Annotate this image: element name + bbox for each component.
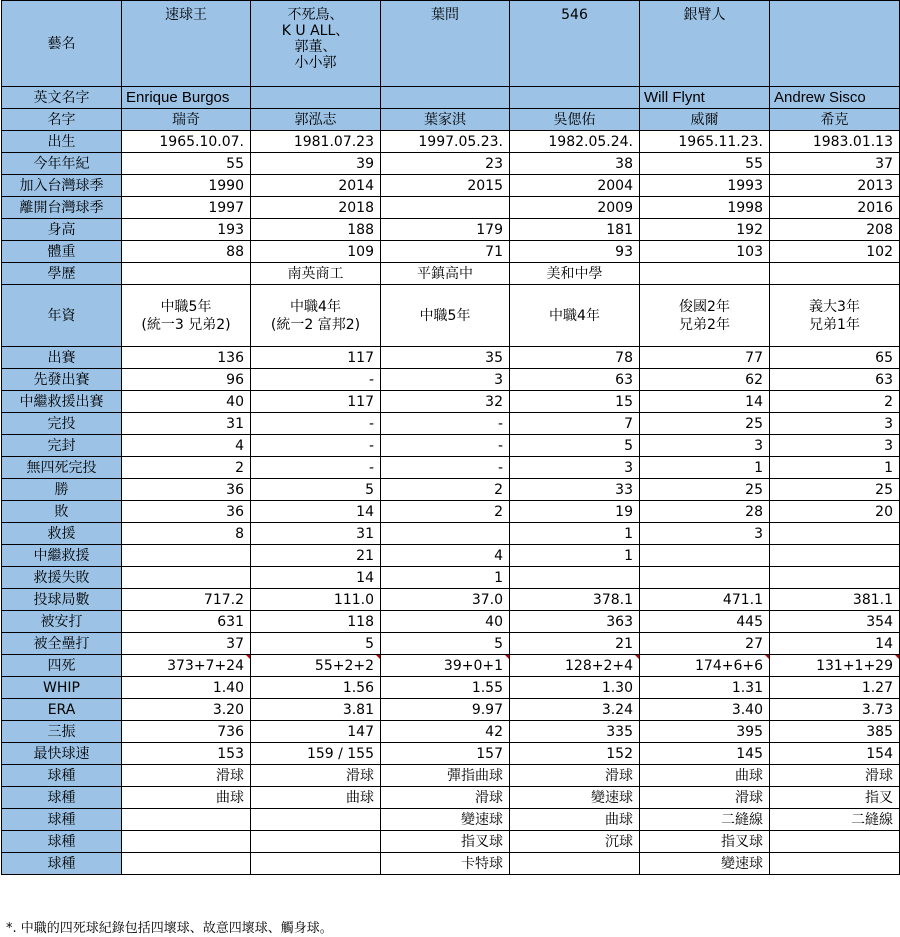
data-cell: 2 — [381, 479, 510, 501]
pitch-cell — [251, 853, 381, 875]
tenure-cell: 俊國2年 兄弟2年 — [640, 285, 770, 347]
table-row — [2, 479, 900, 501]
row-label: 中繼救援出賽 — [2, 391, 122, 413]
data-cell: 159 / 155 — [251, 743, 381, 765]
data-cell: 2014 — [251, 175, 381, 197]
data-cell: 21 — [251, 545, 381, 567]
table-row — [2, 241, 900, 263]
data-cell: 1998 — [640, 197, 770, 219]
walks-row — [2, 655, 900, 677]
data-cell: 36 — [122, 501, 251, 523]
data-cell: 37 — [770, 153, 900, 175]
data-cell: 19 — [510, 501, 640, 523]
data-cell: 14 — [640, 391, 770, 413]
pitch-cell: 滑球 — [251, 765, 381, 787]
education-cell: 平鎮高中 — [381, 263, 510, 285]
tenure-cell: 中職4年 (統一2 富邦2) — [251, 285, 381, 347]
row-label: 出生 — [2, 131, 122, 153]
table-body — [2, 1, 900, 875]
row-label: 敗 — [2, 501, 122, 523]
stage-name-cell: 546 — [510, 1, 640, 87]
pitch-cell: 卡特球 — [381, 853, 510, 875]
data-cell: 1983.01.13 — [770, 131, 900, 153]
row-label-pitch-type: 球種 — [2, 787, 122, 809]
name-cell: 希克 — [770, 109, 900, 131]
stage-name-cell: 速球王 — [122, 1, 251, 87]
walks-cell: 128+2+4 — [510, 655, 640, 677]
data-cell: 36 — [122, 479, 251, 501]
row-label: 體重 — [2, 241, 122, 263]
table-row — [2, 611, 900, 633]
data-cell: - — [251, 435, 381, 457]
data-cell: 2018 — [251, 197, 381, 219]
tenure-cell: 中職4年 — [510, 285, 640, 347]
data-cell: 25 — [640, 413, 770, 435]
row-label: 身高 — [2, 219, 122, 241]
table-row — [2, 175, 900, 197]
data-cell: 1.55 — [381, 677, 510, 699]
data-cell: 55 — [640, 153, 770, 175]
data-cell: 7 — [510, 413, 640, 435]
data-cell: 378.1 — [510, 589, 640, 611]
row-label: 救援失敗 — [2, 567, 122, 589]
data-cell: 88 — [122, 241, 251, 263]
data-cell: 1.56 — [251, 677, 381, 699]
row-label: 無四死完投 — [2, 457, 122, 479]
table-row — [2, 633, 900, 655]
row-label: 加入台灣球季 — [2, 175, 122, 197]
data-cell: 8 — [122, 523, 251, 545]
data-cell: 385 — [770, 721, 900, 743]
data-cell: 37 — [122, 633, 251, 655]
tenure-cell: 義大3年 兄弟1年 — [770, 285, 900, 347]
name-cell: 葉家淇 — [381, 109, 510, 131]
data-cell: 14 — [770, 633, 900, 655]
data-cell: 157 — [381, 743, 510, 765]
data-cell: 1997.05.23. — [381, 131, 510, 153]
data-cell: 1.40 — [122, 677, 251, 699]
pitch-cell: 變速球 — [510, 787, 640, 809]
data-cell: 1 — [510, 545, 640, 567]
name-cell: 吳偲佑 — [510, 109, 640, 131]
data-cell: 102 — [770, 241, 900, 263]
data-cell — [640, 567, 770, 589]
data-cell: - — [381, 435, 510, 457]
data-cell: 1 — [770, 457, 900, 479]
data-cell: 109 — [251, 241, 381, 263]
data-cell: 3 — [381, 369, 510, 391]
walks-cell: 174+6+6 — [640, 655, 770, 677]
row-label: 被全壘打 — [2, 633, 122, 655]
data-cell: 1.27 — [770, 677, 900, 699]
walks-cell: 55+2+2 — [251, 655, 381, 677]
pitch-cell: 曲球 — [510, 809, 640, 831]
data-cell: 1965.10.07. — [122, 131, 251, 153]
tenure-row — [2, 285, 900, 347]
table-row — [2, 743, 900, 765]
row-label: 先發出賽 — [2, 369, 122, 391]
data-cell: - — [251, 413, 381, 435]
data-cell: 23 — [381, 153, 510, 175]
data-cell: 445 — [640, 611, 770, 633]
data-cell — [381, 197, 510, 219]
education-cell: 美和中學 — [510, 263, 640, 285]
data-cell — [381, 523, 510, 545]
data-cell: 3.81 — [251, 699, 381, 721]
pitch-cell — [251, 831, 381, 853]
data-cell: 63 — [510, 369, 640, 391]
data-cell: 3 — [640, 523, 770, 545]
pitch-cell — [251, 809, 381, 831]
row-label: 中繼救援 — [2, 545, 122, 567]
table-row — [2, 391, 900, 413]
pitch-cell: 曲球 — [251, 787, 381, 809]
data-cell: 1 — [640, 457, 770, 479]
data-cell: 1997 — [122, 197, 251, 219]
row-label: 完投 — [2, 413, 122, 435]
data-cell — [122, 545, 251, 567]
row-label: 三振 — [2, 721, 122, 743]
data-cell: 188 — [251, 219, 381, 241]
row-label: 出賽 — [2, 347, 122, 369]
row-label: 今年年紀 — [2, 153, 122, 175]
pitch-cell — [770, 831, 900, 853]
data-cell: 631 — [122, 611, 251, 633]
data-cell: - — [251, 457, 381, 479]
data-cell: 111.0 — [251, 589, 381, 611]
player-stats-table — [1, 0, 900, 875]
education-row — [2, 263, 900, 285]
table-row — [2, 413, 900, 435]
data-cell: 3 — [770, 435, 900, 457]
data-cell: 1990 — [122, 175, 251, 197]
pitch-cell: 二縫線 — [770, 809, 900, 831]
data-cell: 2004 — [510, 175, 640, 197]
data-cell: 1982.05.24. — [510, 131, 640, 153]
pitch-cell: 指叉球 — [640, 831, 770, 853]
data-cell: 3.40 — [640, 699, 770, 721]
data-cell: 363 — [510, 611, 640, 633]
data-cell: 96 — [122, 369, 251, 391]
tenure-cell: 中職5年 — [381, 285, 510, 347]
stage-name-cell — [770, 1, 900, 87]
education-cell — [640, 263, 770, 285]
data-cell: 5 — [510, 435, 640, 457]
header-row — [2, 1, 900, 87]
footnote: *. 中職的四死球紀錄包括四壞球、故意四壞球、觸身球。 — [6, 921, 333, 936]
data-cell: 62 — [640, 369, 770, 391]
data-cell: 1 — [381, 567, 510, 589]
data-cell: 395 — [640, 721, 770, 743]
data-cell: 31 — [251, 523, 381, 545]
data-cell: 1.31 — [640, 677, 770, 699]
row-label: 完封 — [2, 435, 122, 457]
walks-cell: 131+1+29 — [770, 655, 900, 677]
pitch-row — [2, 765, 900, 787]
education-cell — [122, 263, 251, 285]
row-label: 最快球速 — [2, 743, 122, 765]
data-cell: 20 — [770, 501, 900, 523]
data-cell: 3 — [640, 435, 770, 457]
data-cell: 77 — [640, 347, 770, 369]
pitch-cell: 滑球 — [510, 765, 640, 787]
data-cell: 28 — [640, 501, 770, 523]
data-cell: 2015 — [381, 175, 510, 197]
data-cell: 152 — [510, 743, 640, 765]
row-label: WHIP — [2, 677, 122, 699]
data-cell: 136 — [122, 347, 251, 369]
row-label-pitch-type: 球種 — [2, 809, 122, 831]
table-row — [2, 131, 900, 153]
tenure-cell: 中職5年 (統一3 兄弟2) — [122, 285, 251, 347]
table-row — [2, 677, 900, 699]
pitch-cell: 曲球 — [122, 787, 251, 809]
data-cell: 117 — [251, 391, 381, 413]
row-label-walks: 四死 — [2, 655, 122, 677]
row-label: 被安打 — [2, 611, 122, 633]
pitch-cell: 滑球 — [770, 765, 900, 787]
data-cell: 181 — [510, 219, 640, 241]
row-label-tenure: 年資 — [2, 285, 122, 347]
name-cell: 威爾 — [640, 109, 770, 131]
pitch-row — [2, 809, 900, 831]
english-name-cell: Andrew Sisco — [770, 87, 900, 109]
pitch-cell: 沉球 — [510, 831, 640, 853]
pitch-cell: 二縫線 — [640, 809, 770, 831]
data-cell: 15 — [510, 391, 640, 413]
data-cell: 154 — [770, 743, 900, 765]
data-cell: - — [381, 413, 510, 435]
data-cell: 4 — [381, 545, 510, 567]
data-cell: 9.97 — [381, 699, 510, 721]
row-label: ERA — [2, 699, 122, 721]
data-cell: 39 — [251, 153, 381, 175]
pitch-cell: 指叉 — [770, 787, 900, 809]
data-cell: 2 — [770, 391, 900, 413]
pitch-cell: 彈指曲球 — [381, 765, 510, 787]
data-cell: 1 — [510, 523, 640, 545]
pitch-row — [2, 831, 900, 853]
row-label-pitch-type: 球種 — [2, 765, 122, 787]
data-cell: 179 — [381, 219, 510, 241]
data-cell: 335 — [510, 721, 640, 743]
data-cell: 25 — [770, 479, 900, 501]
english-name-cell: Will Flynt — [640, 87, 770, 109]
data-cell: 21 — [510, 633, 640, 655]
pitch-cell — [770, 853, 900, 875]
education-cell — [770, 263, 900, 285]
row-label-english-name: 英文名字 — [2, 87, 122, 109]
data-cell: 147 — [251, 721, 381, 743]
data-cell: 2009 — [510, 197, 640, 219]
english-name-cell — [510, 87, 640, 109]
data-cell: 2 — [381, 501, 510, 523]
data-cell: 3 — [510, 457, 640, 479]
data-cell: 208 — [770, 219, 900, 241]
pitch-row — [2, 853, 900, 875]
english-name-cell — [251, 87, 381, 109]
data-cell: 38 — [510, 153, 640, 175]
english-name-cell: Enrique Burgos — [122, 87, 251, 109]
data-cell: 42 — [381, 721, 510, 743]
table-row — [2, 721, 900, 743]
data-cell: 153 — [122, 743, 251, 765]
pitch-row — [2, 787, 900, 809]
data-cell: 33 — [510, 479, 640, 501]
data-cell — [640, 545, 770, 567]
name-cell: 郭泓志 — [251, 109, 381, 131]
data-cell: 2013 — [770, 175, 900, 197]
table-row — [2, 369, 900, 391]
data-cell: 78 — [510, 347, 640, 369]
data-cell: - — [251, 369, 381, 391]
data-cell: 117 — [251, 347, 381, 369]
data-cell: 1981.07.23 — [251, 131, 381, 153]
data-cell: 93 — [510, 241, 640, 263]
data-cell: 35 — [381, 347, 510, 369]
row-label-stage-name: 藝名 — [2, 1, 122, 87]
stage-name-cell: 銀臂人 — [640, 1, 770, 87]
data-cell: 55 — [122, 153, 251, 175]
data-cell: 145 — [640, 743, 770, 765]
data-cell: 193 — [122, 219, 251, 241]
data-cell: 192 — [640, 219, 770, 241]
table-row — [2, 435, 900, 457]
data-cell: 32 — [381, 391, 510, 413]
data-cell: 25 — [640, 479, 770, 501]
row-label-name: 名字 — [2, 109, 122, 131]
english-name-cell — [381, 87, 510, 109]
data-cell: 63 — [770, 369, 900, 391]
data-cell: 2016 — [770, 197, 900, 219]
data-cell: 471.1 — [640, 589, 770, 611]
row-label-pitch-type: 球種 — [2, 831, 122, 853]
table-row — [2, 197, 900, 219]
data-cell: 27 — [640, 633, 770, 655]
comment-marker-icon — [894, 655, 900, 661]
pitch-cell: 滑球 — [381, 787, 510, 809]
data-cell: 5 — [251, 633, 381, 655]
table-row — [2, 567, 900, 589]
data-cell: 3 — [770, 413, 900, 435]
data-cell: 4 — [122, 435, 251, 457]
data-cell: 381.1 — [770, 589, 900, 611]
pitch-cell — [122, 809, 251, 831]
data-cell: 40 — [381, 611, 510, 633]
row-label-pitch-type: 球種 — [2, 853, 122, 875]
walks-cell: 39+0+1 — [381, 655, 510, 677]
data-cell: 37.0 — [381, 589, 510, 611]
data-cell: 1.30 — [510, 677, 640, 699]
data-cell — [510, 567, 640, 589]
data-cell: 14 — [251, 567, 381, 589]
data-cell: 118 — [251, 611, 381, 633]
table-row — [2, 347, 900, 369]
data-cell: 103 — [640, 241, 770, 263]
data-cell: 3.24 — [510, 699, 640, 721]
row-label: 勝 — [2, 479, 122, 501]
row-label-education: 學歷 — [2, 263, 122, 285]
table-row — [2, 219, 900, 241]
pitch-cell: 變速球 — [640, 853, 770, 875]
data-cell: 717.2 — [122, 589, 251, 611]
pitch-cell: 變速球 — [381, 809, 510, 831]
pitch-cell — [510, 853, 640, 875]
data-cell: 5 — [381, 633, 510, 655]
data-cell — [770, 567, 900, 589]
row-label: 投球局數 — [2, 589, 122, 611]
data-cell: 65 — [770, 347, 900, 369]
data-cell: 5 — [251, 479, 381, 501]
name-row — [2, 109, 900, 131]
table-row — [2, 153, 900, 175]
data-cell — [122, 567, 251, 589]
pitch-cell: 指叉球 — [381, 831, 510, 853]
table-row — [2, 501, 900, 523]
education-cell: 南英商工 — [251, 263, 381, 285]
data-cell: 1965.11.23. — [640, 131, 770, 153]
data-cell: 1993 — [640, 175, 770, 197]
pitch-cell: 滑球 — [640, 787, 770, 809]
row-label: 救援 — [2, 523, 122, 545]
pitch-cell — [122, 853, 251, 875]
data-cell: 14 — [251, 501, 381, 523]
pitch-cell — [122, 831, 251, 853]
name-cell: 瑞奇 — [122, 109, 251, 131]
table-row — [2, 545, 900, 567]
data-cell: - — [381, 457, 510, 479]
walks-cell: 373+7+24 — [122, 655, 251, 677]
data-cell: 3.20 — [122, 699, 251, 721]
pitch-cell: 曲球 — [640, 765, 770, 787]
data-cell: 354 — [770, 611, 900, 633]
data-cell: 31 — [122, 413, 251, 435]
pitch-cell: 滑球 — [122, 765, 251, 787]
data-cell: 40 — [122, 391, 251, 413]
row-label: 離開台灣球季 — [2, 197, 122, 219]
table-row — [2, 589, 900, 611]
english-name-row — [2, 87, 900, 109]
data-cell — [770, 545, 900, 567]
table-row — [2, 523, 900, 545]
data-cell: 3.73 — [770, 699, 900, 721]
data-cell: 736 — [122, 721, 251, 743]
stage-name-cell: 葉問 — [381, 1, 510, 87]
data-cell: 2 — [122, 457, 251, 479]
table-row — [2, 457, 900, 479]
data-cell: 71 — [381, 241, 510, 263]
data-cell — [770, 523, 900, 545]
table-row — [2, 699, 900, 721]
stage-name-cell: 不死鳥、 K U ALL、 郭董、 小小郭 — [251, 1, 381, 87]
